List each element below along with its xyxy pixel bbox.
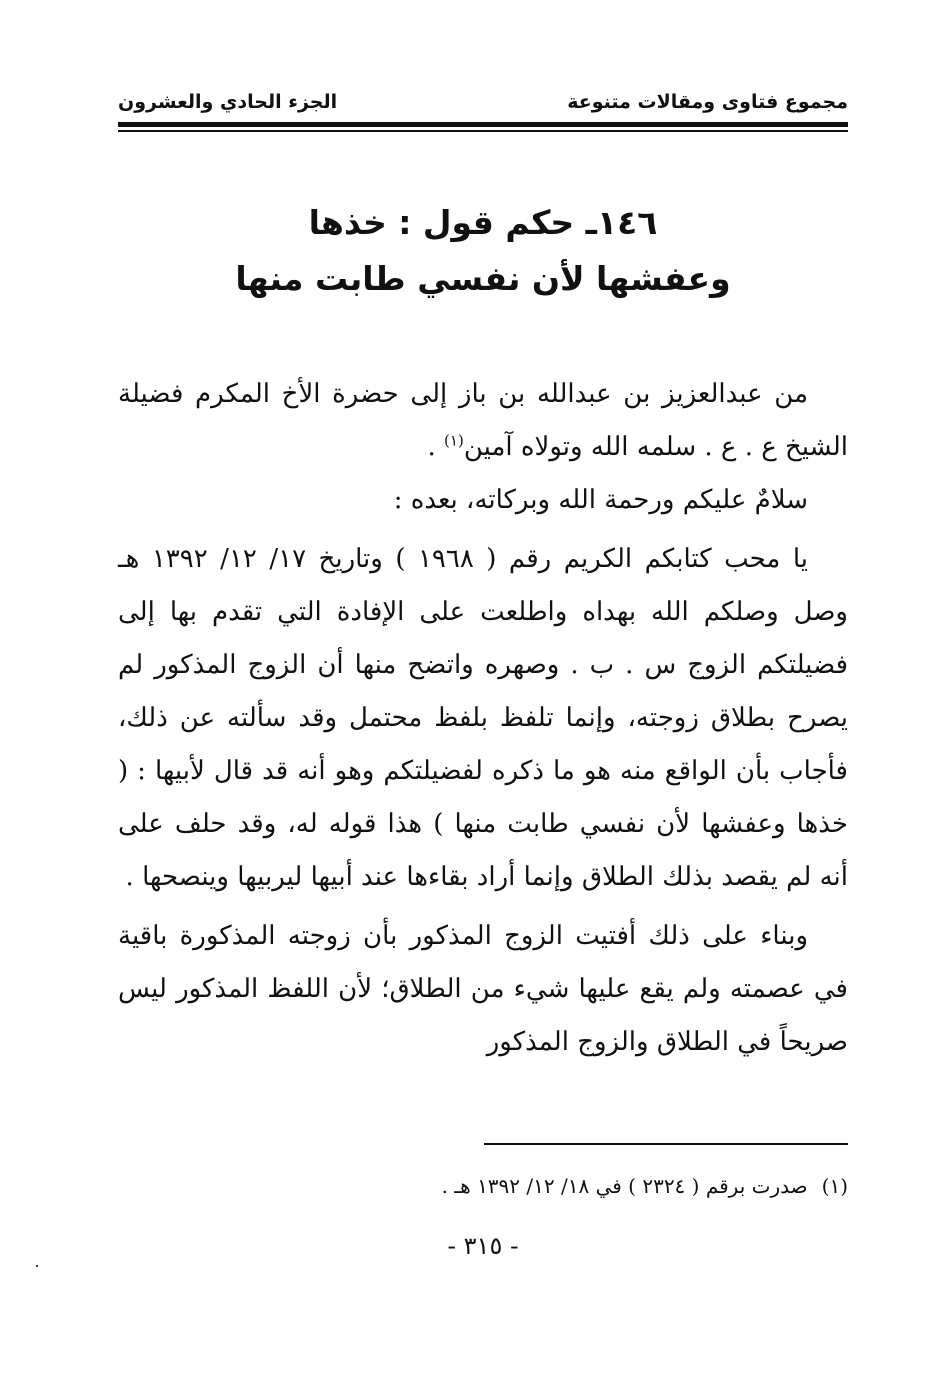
- footnote: [118, 1170, 848, 1202]
- paragraph-ruling: وبناء على ذلك أفتيت الزوج المذكور بأن زوجته المذكورة باقية في عصمته ولم يقع عليها شيء من الطلاق؛ لأن اللفظ المذكور ليس صريحاً في الطلاق والزوج المذكور: [118, 921, 848, 1057]
- header-rule: [118, 122, 848, 127]
- footnote-rule: [484, 1143, 848, 1145]
- footnote-text: صدرت برقم ( ٢٣٢٤ ) في ١٨/ ١٢/ ١٣٩٢ هـ .: [441, 1174, 808, 1198]
- paragraph-salutation: [118, 368, 848, 474]
- paragraph-salutation-end: .: [427, 432, 445, 462]
- title-line-1: ١٤٦ـ حكم قول : خذها: [308, 203, 658, 242]
- footnote-number: (١): [821, 1174, 848, 1198]
- article-title: [118, 195, 848, 307]
- header-book-title: مجموع فتاوى ومقالات متنوعة: [567, 91, 848, 113]
- scan-speck: [36, 1265, 38, 1267]
- paragraph-letter-details: يا محب كتابكم الكريم رقم ( ١٩٦٨ ) وتاريخ ١٧/ ١٢/ ١٣٩٢ هـ وصل وصلكم الله بهداه واطلعت على الإفادة التي تقدم بها إلى فضيلتكم الزوج س . ب . وصهره واتضح منها أن الزوج المذكور لم يصرح بطلاق زوجته، وإنما تلفظ بلفظ محتمل وقد سألته عن ذلك، فأجاب بأن الواقع منه هو ما ذكره لفضيلتكم وهو أنه قد قال لأبيها : ( خذها وعفشها لأن نفسي طابت منها ) هذا قوله له، وقد حلف على أنه لم يقصد بذلك الطلاق وإنما أراد بقاءها عند أبيها ليربيها وينصحها .: [118, 544, 848, 892]
- footnote-marker: (١): [444, 431, 464, 450]
- page-number: - ٣١٥ -: [447, 1232, 519, 1260]
- header-rule-thin: [118, 130, 848, 132]
- header-volume: الجزء الحادي والعشرون: [118, 91, 338, 113]
- paragraph-greeting: سلامٌ عليكم ورحمة الله وبركاته، بعده :: [393, 485, 808, 515]
- paragraph-salutation-text: من عبدالعزيز بن عبدالله بن باز إلى حضرة الأخ المكرم فضيلة الشيخ ع . ع . سلمه الله وتولاه آمين: [118, 379, 848, 462]
- body-text: [118, 368, 848, 1075]
- running-header: [118, 86, 848, 118]
- title-line-2: وعفشها لأن نفسي طابت منها: [235, 259, 731, 298]
